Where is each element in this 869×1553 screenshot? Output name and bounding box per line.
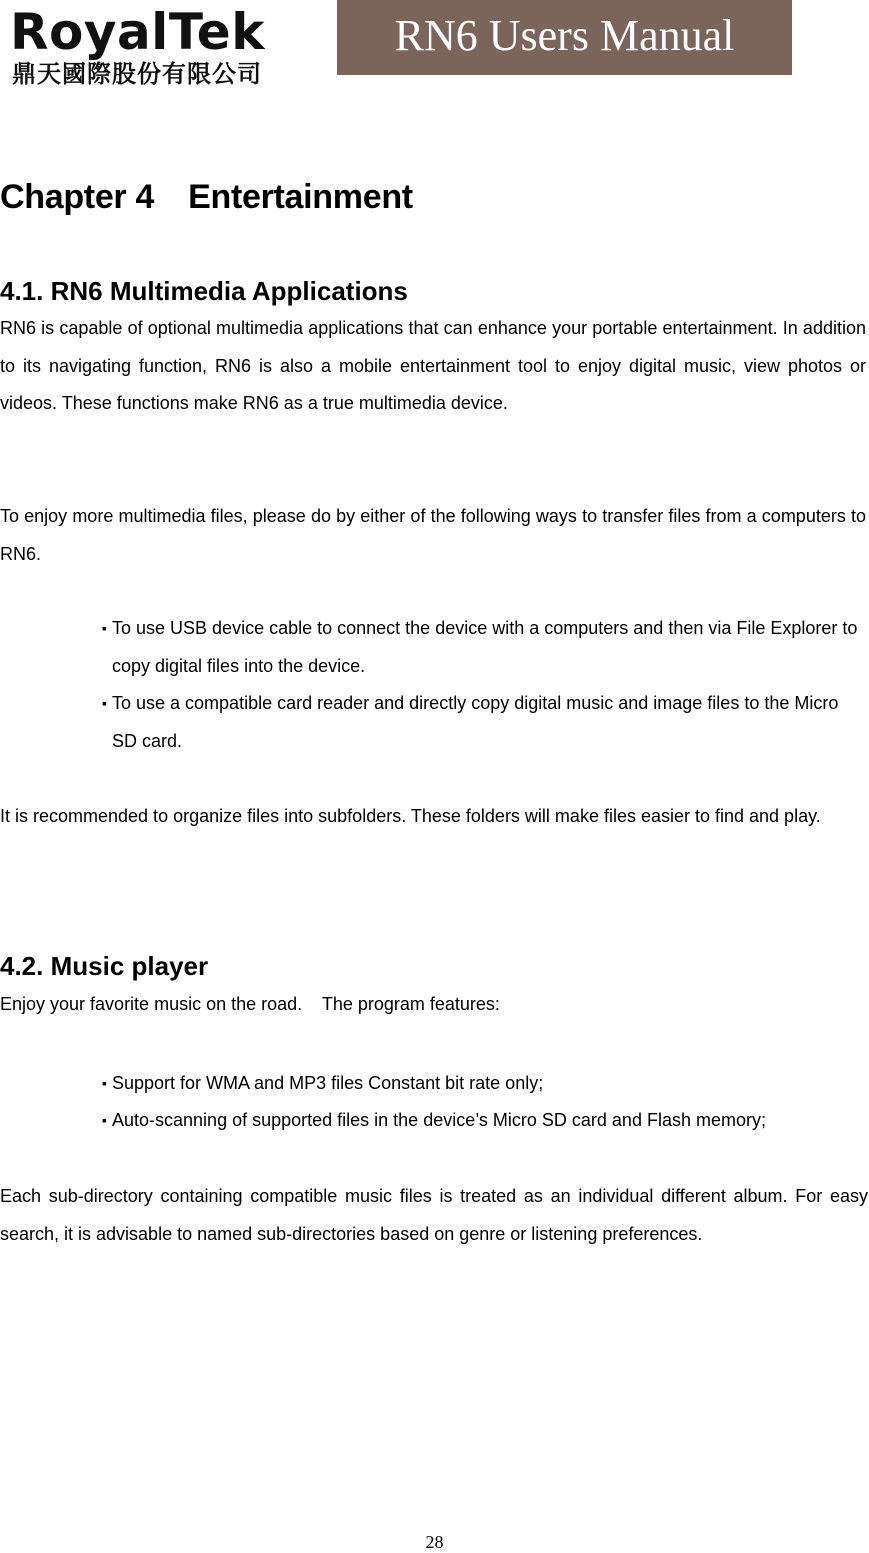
logo-wordmark: RoyalTek — [10, 3, 265, 61]
chapter-title: Entertainment — [188, 178, 413, 216]
bullet-marker: ▪ — [102, 1112, 107, 1128]
list-item-text: Support for WMA and MP3 files Constant bit rate only; — [112, 1073, 544, 1093]
bullet-marker: ▪ — [102, 1075, 107, 1091]
paragraph-multimedia-intro: RN6 is capable of optional multimedia applications that can enhance your portable entertainment. In addition to its navigating function, RN6 is also a mobile entertainment tool to enjoy digital music, view photos or videos. These functions make RN6 as a true multimedia device. — [0, 318, 866, 413]
chapter-heading — [0, 176, 413, 218]
logo-chinese-name: 鼎天國際股份有限公司 — [12, 60, 262, 88]
list-item-text: To use a compatible card reader and directly copy digital music and image files to the Micro SD card. — [112, 693, 839, 751]
list-item-text: To use USB device cable to connect the device with a computers and then via File Explorer to copy digital files into the device. — [112, 618, 858, 676]
bullet-marker: ▪ — [102, 620, 107, 636]
manual-title-badge: RN6 Users Manual — [337, 0, 792, 75]
list-item-text: Auto-scanning of supported files in the device’s Micro SD card and Flash memory; — [112, 1110, 766, 1130]
section-heading-multimedia: 4.1. RN6 Multimedia Applications — [0, 276, 408, 306]
paragraph-album-directories: Each sub-directory containing compatible music files is treated as an individual different album. For easy search, it is advisable to named sub-directories based on genre or listening preferences. — [0, 1186, 868, 1244]
bullet-marker: ▪ — [102, 695, 107, 711]
page-number: 28 — [425, 1532, 444, 1552]
paragraph-transfer-files: To enjoy more multimedia files, please do by either of the following ways to transfer files from a computers to RN6. — [0, 506, 866, 564]
chapter-number: Chapter 4 — [0, 178, 155, 216]
royaltek-logo — [10, 4, 310, 88]
paragraph-organize-files: It is recommended to organize files into subfolders. These folders will make files easier to find and play. — [0, 806, 821, 826]
paragraph-music-intro: Enjoy your favorite music on the road. The program features: — [0, 994, 500, 1014]
section-heading-music-player: 4.2. Music player — [0, 951, 209, 981]
